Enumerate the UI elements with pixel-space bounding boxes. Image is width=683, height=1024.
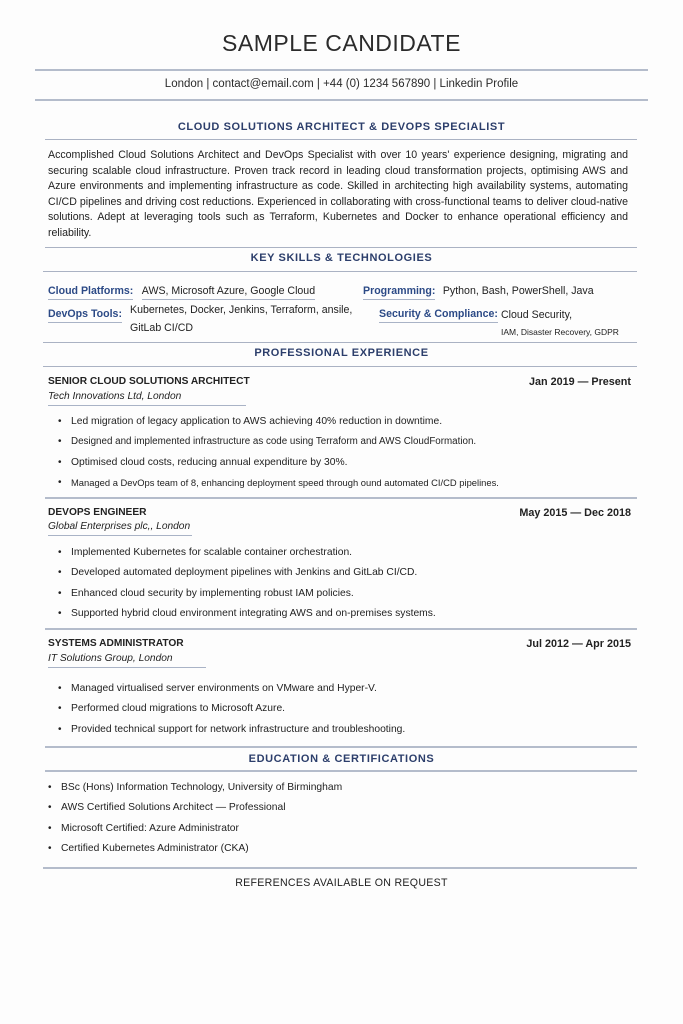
job-dates: Jul 2012 — Apr 2015 — [526, 638, 631, 650]
skill-label: DevOps Tools: — [48, 308, 122, 323]
list-item: • Led migration of legacy application to AWS achieving 40% reduction in downtime. — [58, 414, 499, 434]
list-item: • AWS Certified Solutions Architect — Professional — [48, 800, 342, 820]
skill-cloud-platforms — [48, 281, 315, 299]
job-bullets — [58, 414, 499, 495]
divider — [45, 497, 637, 499]
list-item: • Designed and implemented infrastructure as code using Terraform and AWS CloudFormation. — [58, 434, 499, 454]
references-note: REFERENCES AVAILABLE ON REQUEST — [235, 877, 448, 889]
list-item: • BSc (Hons) Information Technology, University of Birmingham — [48, 780, 342, 800]
list-item: • Developed automated deployment pipelines with Jenkins and GitLab CI/CD. — [58, 565, 436, 585]
skills-title: KEY SKILLS & TECHNOLOGIES — [250, 252, 433, 264]
list-item: • Supported hybrid cloud environment integrating AWS and on-premises systems. — [58, 606, 436, 626]
skill-value-cont: GitLab CI/CD — [130, 322, 193, 334]
skill-value: AWS, Microsoft Azure, Google Cloud — [142, 285, 315, 300]
job-company: IT Solutions Group, London — [48, 653, 206, 668]
divider — [43, 271, 637, 272]
job-bullets — [58, 681, 405, 742]
divider — [45, 770, 637, 772]
list-item: • Performed cloud migrations to Microsoft Azure. — [58, 701, 405, 721]
list-item: • Enhanced cloud security by implementing robust IAM policies. — [58, 586, 436, 606]
divider — [35, 69, 648, 71]
skill-devops-tools — [48, 304, 122, 322]
divider — [45, 247, 637, 248]
divider — [43, 342, 637, 343]
divider — [43, 867, 637, 869]
job-title: SYSTEMS ADMINISTRATOR — [48, 638, 184, 649]
skill-label: Security & Compliance: — [379, 308, 498, 323]
skill-value: Python, Bash, PowerShell, Java — [442, 285, 594, 297]
list-item: • Optimised cloud costs, reducing annual expenditure by 30%. — [58, 455, 499, 475]
skill-label: Programming: — [363, 285, 435, 300]
skill-programming — [363, 281, 594, 299]
skill-value: Kubernetes, Docker, Jenkins, Terraform, ansile, — [130, 304, 353, 316]
divider — [45, 628, 637, 630]
job-title: SENIOR CLOUD SOLUTIONS ARCHITECT — [48, 376, 250, 387]
list-item: • Microsoft Certified: Azure Administrator — [48, 821, 342, 841]
education-list — [48, 780, 342, 861]
job-bullets — [58, 545, 436, 626]
job-company: Tech Innovations Ltd, London — [48, 391, 246, 406]
list-item: • Managed a DevOps team of 8, enhancing deployment speed through ound automated CI/CD pipelines. — [58, 475, 499, 495]
divider — [35, 99, 648, 101]
job-title: DEVOPS ENGINEER — [48, 507, 147, 518]
list-item: • Provided technical support for network infrastructure and troubleshooting. — [58, 722, 405, 742]
experience-title: PROFESSIONAL EXPERIENCE — [254, 347, 429, 359]
skill-value-cont: IAM, Disaster Recovery, GDPR — [501, 327, 619, 337]
education-title: EDUCATION & CERTIFICATIONS — [248, 753, 435, 765]
divider — [45, 139, 637, 140]
profile-title: CLOUD SOLUTIONS ARCHITECT & DEVOPS SPECIALIST — [177, 121, 506, 133]
divider — [43, 366, 637, 367]
skill-value: Cloud Security, — [501, 309, 573, 321]
skill-label: Cloud Platforms: — [48, 285, 133, 300]
job-company: Global Enterprises plc,, London — [48, 521, 192, 536]
profile-summary: Accomplished Cloud Solutions Architect and DevOps Specialist with over 10 years' experience designing, migrating and securing scalable cloud infrastructure. Proven track record in leading cloud transformation projects, optimising AWS and Azure environments and implementing infrastructure as code. Skilled in architecting high availability systems, automating CI/CD pipelines and driving cost reductions. Experienced in collaborating with cross-functional teams to deliver cloud-native solutions. Adept at leveraging tools such as Terraform, Kubernetes and Docker to enhance operational efficiency and reliability. — [48, 149, 628, 239]
contact-line: London | contact@email.com | +44 (0) 1234 567890 | Linkedin Profile — [164, 78, 519, 90]
list-item: • Managed virtualised server environments on VMware and Hyper-V. — [58, 681, 405, 701]
job-dates: May 2015 — Dec 2018 — [519, 507, 631, 519]
candidate-name: SAMPLE CANDIDATE — [222, 30, 461, 56]
job-dates: Jan 2019 — Present — [528, 376, 631, 388]
divider — [45, 746, 637, 748]
list-item: • Certified Kubernetes Administrator (CKA) — [48, 841, 342, 861]
list-item: • Implemented Kubernetes for scalable container orchestration. — [58, 545, 436, 565]
skill-security-compliance — [379, 304, 498, 322]
